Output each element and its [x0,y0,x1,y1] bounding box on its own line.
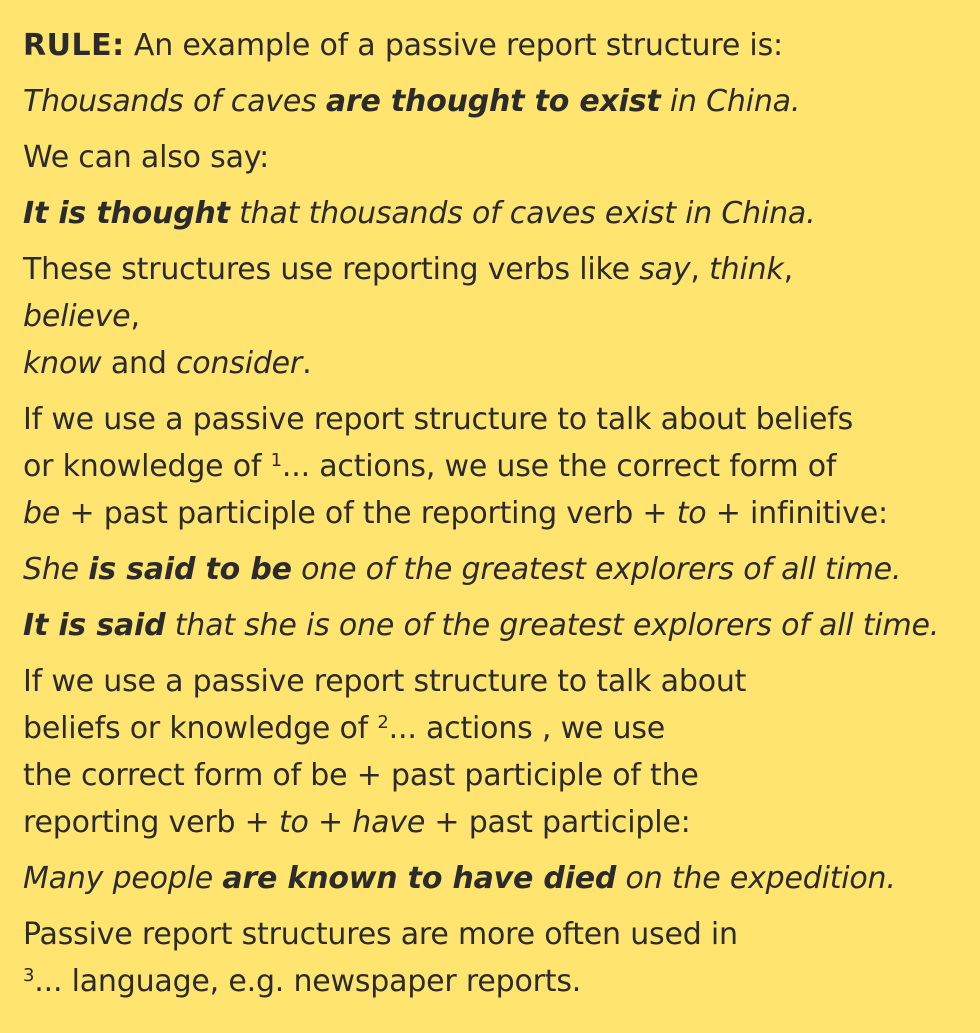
example-4-highlight: It is said [23,608,166,643]
rule-label: RULE: [23,28,125,63]
paragraph-2-line-2b: ... actions , we use [388,711,666,746]
verb-know: know [23,346,102,381]
reporting-verbs-text: These structures use reporting verbs like [23,252,640,287]
example-5-part-c: on the expedition. [616,861,896,896]
reporting-verbs [23,246,970,387]
gap-number-2: 2 [377,712,389,734]
example-3-part-c: one of the greatest explorers of all time. [291,552,902,587]
paragraph-2-line-3: the correct form of be + past participle of the [23,758,699,793]
verb-separator: , [783,252,793,287]
paragraph-1-line-1: If we use a passive report structure to talk about beliefs [23,402,853,437]
gap-number-3: 3 [23,965,35,987]
example-1-highlight: are thought to exist [325,84,661,119]
paragraph-2-line-4c: + past participle: [425,805,691,840]
paragraph-3-line-2: ... language, e.g. newspaper reports. [34,964,582,999]
example-1-part-a: Thousands of caves [23,84,326,119]
rule-intro-text: An example of a passive report structure is: [124,28,783,63]
example-2-highlight: It is thought [23,196,230,231]
paragraph-2-line-1: If we use a passive report structure to talk about [23,664,747,699]
also-say-text: We can also say: [23,140,270,175]
example-1 [23,78,970,125]
verb-believe: believe [23,299,131,334]
example-2-part-b: that thousands of caves exist in China. [229,196,816,231]
rule-paragraph-2 [23,658,970,846]
paragraph-3-line-1: Passive report structures are more often used in [23,917,738,952]
example-1-part-c: in China. [660,84,801,119]
word-be: be [23,496,61,531]
word-have: have [352,805,426,840]
example-5-highlight: are known to have died [222,861,617,896]
paragraph-2-line-4b: + [308,805,353,840]
verb-think: think [709,252,784,287]
verb-end: . [302,346,312,381]
paragraph-1-line-2a: or knowledge of [23,449,271,484]
verb-say: say [639,252,691,287]
example-3 [23,546,970,593]
paragraph-1-line-2b: ... actions, we use the correct form of [281,449,837,484]
example-2 [23,190,970,237]
word-to: to [278,805,309,840]
rule-paragraph-3 [23,911,970,1005]
example-4 [23,602,970,649]
rule-intro [23,22,970,69]
verb-and: and [101,346,176,381]
example-5-part-a: Many people [23,861,223,896]
paragraph-1-line-3a: + past participle of the reporting verb + [60,496,677,531]
verb-separator: , [130,299,140,334]
verb-consider: consider [176,346,303,381]
paragraph-2-line-2a: beliefs or knowledge of [23,711,378,746]
also-say [23,134,970,181]
paragraph-2-line-4a: reporting verb + [23,805,279,840]
example-5 [23,855,970,902]
example-4-part-b: that she is one of the greatest explorers of all time. [165,608,940,643]
paragraph-1-line-3b: + infinitive: [706,496,888,531]
word-to: to [676,496,707,531]
example-3-part-a: She [23,552,89,587]
verb-separator: , [690,252,710,287]
gap-number-1: 1 [270,450,282,472]
example-3-highlight: is said to be [88,552,292,587]
rule-paragraph-1 [23,396,970,537]
